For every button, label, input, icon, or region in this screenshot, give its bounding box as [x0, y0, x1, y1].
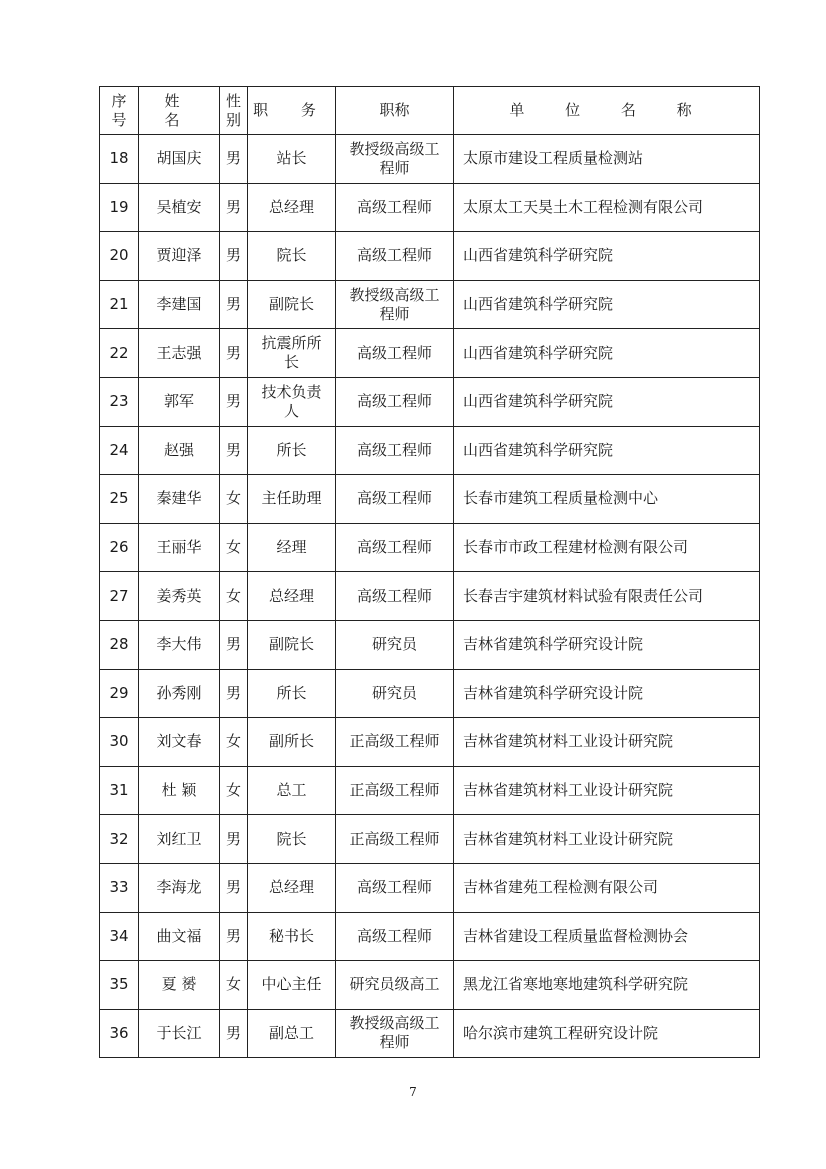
table-row: [100, 718, 760, 767]
cell-no: 30: [100, 718, 139, 767]
table-body: [100, 135, 760, 1058]
cell-title: 正高级工程师: [336, 766, 454, 815]
cell-unit: 吉林省建筑科学研究设计院: [454, 620, 760, 669]
table-header: [100, 87, 760, 135]
table-row: [100, 1009, 760, 1058]
cell-unit: 吉林省建筑材料工业设计研究院: [454, 766, 760, 815]
cell-position: 院长: [248, 232, 336, 281]
cell-title: 教授级高级工程师: [336, 135, 454, 184]
cell-title: 正高级工程师: [336, 815, 454, 864]
cell-no: 18: [100, 135, 139, 184]
cell-unit: 太原太工天昊土木工程检测有限公司: [454, 183, 760, 232]
cell-title: 正高级工程师: [336, 718, 454, 767]
cell-name: 刘红卫: [139, 815, 220, 864]
cell-title: 研究员: [336, 620, 454, 669]
table-row: [100, 863, 760, 912]
cell-unit: 哈尔滨市建筑工程研究设计院: [454, 1009, 760, 1058]
cell-title: 高级工程师: [336, 912, 454, 961]
cell-name: 吴植安: [139, 183, 220, 232]
header-row: [100, 87, 760, 135]
cell-name: 秦建华: [139, 475, 220, 524]
personnel-table: [99, 86, 760, 1058]
cell-name: 夏 赟: [139, 961, 220, 1010]
cell-name: 曲文福: [139, 912, 220, 961]
table-row: [100, 572, 760, 621]
cell-gender: 男: [220, 620, 248, 669]
cell-gender: 男: [220, 232, 248, 281]
cell-position: 副所长: [248, 718, 336, 767]
cell-gender: 女: [220, 523, 248, 572]
cell-title: 教授级高级工程师: [336, 1009, 454, 1058]
cell-no: 28: [100, 620, 139, 669]
cell-no: 19: [100, 183, 139, 232]
cell-unit: 长春市市政工程建材检测有限公司: [454, 523, 760, 572]
header-title: 职称: [336, 87, 454, 135]
cell-gender: 男: [220, 183, 248, 232]
cell-name: 刘文春: [139, 718, 220, 767]
cell-position: 站长: [248, 135, 336, 184]
cell-gender: 男: [220, 912, 248, 961]
cell-unit: 长春市建筑工程质量检测中心: [454, 475, 760, 524]
table-row: [100, 329, 760, 378]
cell-name: 胡国庆: [139, 135, 220, 184]
cell-gender: 女: [220, 572, 248, 621]
cell-name: 于长江: [139, 1009, 220, 1058]
table-row: [100, 669, 760, 718]
cell-no: 20: [100, 232, 139, 281]
header-gender: 性别: [220, 87, 248, 135]
cell-name: 李建国: [139, 280, 220, 329]
cell-no: 29: [100, 669, 139, 718]
cell-title: 高级工程师: [336, 377, 454, 426]
table-row: [100, 523, 760, 572]
cell-name: 孙秀刚: [139, 669, 220, 718]
table-row: [100, 961, 760, 1010]
cell-title: 研究员级高工: [336, 961, 454, 1010]
table-row: [100, 475, 760, 524]
cell-gender: 女: [220, 961, 248, 1010]
cell-unit: 吉林省建苑工程检测有限公司: [454, 863, 760, 912]
cell-no: 31: [100, 766, 139, 815]
cell-unit: 吉林省建筑科学研究设计院: [454, 669, 760, 718]
cell-unit: 吉林省建设工程质量监督检测协会: [454, 912, 760, 961]
header-name: 姓 名: [139, 87, 220, 135]
cell-gender: 男: [220, 280, 248, 329]
cell-position: 经理: [248, 523, 336, 572]
cell-no: 36: [100, 1009, 139, 1058]
cell-name: 李海龙: [139, 863, 220, 912]
cell-no: 24: [100, 426, 139, 475]
cell-unit: 吉林省建筑材料工业设计研究院: [454, 718, 760, 767]
cell-name: 贾迎泽: [139, 232, 220, 281]
cell-unit: 山西省建筑科学研究院: [454, 329, 760, 378]
cell-title: 高级工程师: [336, 572, 454, 621]
cell-unit: 山西省建筑科学研究院: [454, 377, 760, 426]
cell-position: 副院长: [248, 620, 336, 669]
cell-unit: 黑龙江省寒地寒地建筑科学研究院: [454, 961, 760, 1010]
table-row: [100, 815, 760, 864]
cell-unit: 山西省建筑科学研究院: [454, 426, 760, 475]
cell-title: 高级工程师: [336, 232, 454, 281]
cell-position: 副院长: [248, 280, 336, 329]
cell-position: 副总工: [248, 1009, 336, 1058]
cell-title: 高级工程师: [336, 426, 454, 475]
cell-no: 22: [100, 329, 139, 378]
cell-unit: 山西省建筑科学研究院: [454, 280, 760, 329]
header-position: 职 务: [248, 87, 336, 135]
table-row: [100, 620, 760, 669]
cell-gender: 男: [220, 135, 248, 184]
cell-unit: 吉林省建筑材料工业设计研究院: [454, 815, 760, 864]
table-row: [100, 232, 760, 281]
cell-no: 32: [100, 815, 139, 864]
cell-no: 25: [100, 475, 139, 524]
cell-title: 研究员: [336, 669, 454, 718]
cell-no: 26: [100, 523, 139, 572]
cell-gender: 男: [220, 377, 248, 426]
cell-unit: 山西省建筑科学研究院: [454, 232, 760, 281]
cell-title: 高级工程师: [336, 863, 454, 912]
cell-position: 主任助理: [248, 475, 336, 524]
table-row: [100, 377, 760, 426]
cell-position: 技术负责人: [248, 377, 336, 426]
cell-gender: 男: [220, 426, 248, 475]
cell-title: 高级工程师: [336, 183, 454, 232]
cell-position: 总经理: [248, 183, 336, 232]
cell-no: 27: [100, 572, 139, 621]
cell-position: 总工: [248, 766, 336, 815]
cell-gender: 女: [220, 766, 248, 815]
cell-name: 郭军: [139, 377, 220, 426]
cell-position: 院长: [248, 815, 336, 864]
table-row: [100, 280, 760, 329]
cell-name: 赵强: [139, 426, 220, 475]
cell-title: 教授级高级工程师: [336, 280, 454, 329]
cell-gender: 男: [220, 329, 248, 378]
cell-title: 高级工程师: [336, 329, 454, 378]
cell-position: 抗震所所长: [248, 329, 336, 378]
table-row: [100, 912, 760, 961]
cell-name: 姜秀英: [139, 572, 220, 621]
cell-gender: 男: [220, 815, 248, 864]
table-row: [100, 183, 760, 232]
cell-no: 21: [100, 280, 139, 329]
cell-gender: 女: [220, 475, 248, 524]
header-no: 序号: [100, 87, 139, 135]
header-unit: 单 位 名 称: [454, 87, 760, 135]
cell-position: 中心主任: [248, 961, 336, 1010]
cell-unit: 太原市建设工程质量检测站: [454, 135, 760, 184]
cell-name: 杜 颖: [139, 766, 220, 815]
cell-no: 23: [100, 377, 139, 426]
cell-gender: 男: [220, 1009, 248, 1058]
cell-position: 所长: [248, 669, 336, 718]
cell-title: 高级工程师: [336, 475, 454, 524]
cell-no: 33: [100, 863, 139, 912]
cell-name: 王志强: [139, 329, 220, 378]
cell-gender: 男: [220, 669, 248, 718]
cell-title: 高级工程师: [336, 523, 454, 572]
cell-no: 35: [100, 961, 139, 1010]
cell-name: 李大伟: [139, 620, 220, 669]
cell-position: 秘书长: [248, 912, 336, 961]
cell-gender: 男: [220, 863, 248, 912]
cell-position: 所长: [248, 426, 336, 475]
cell-gender: 女: [220, 718, 248, 767]
page-number: 7: [409, 1085, 417, 1099]
cell-position: 总经理: [248, 863, 336, 912]
cell-position: 总经理: [248, 572, 336, 621]
table-row: [100, 135, 760, 184]
cell-name: 王丽华: [139, 523, 220, 572]
table-row: [100, 766, 760, 815]
cell-no: 34: [100, 912, 139, 961]
cell-unit: 长春吉宇建筑材料试验有限责任公司: [454, 572, 760, 621]
table-row: [100, 426, 760, 475]
